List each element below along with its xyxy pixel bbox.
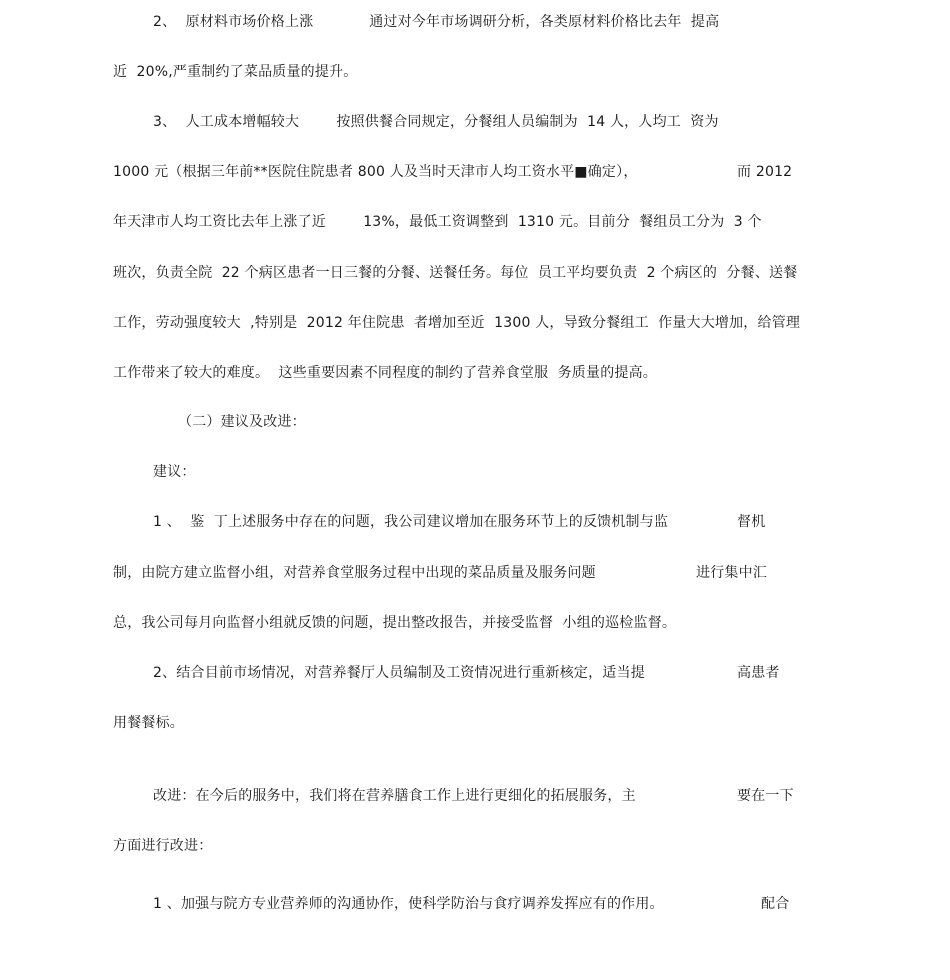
paragraph-line: 总，我公司每月向监督小组就反馈的问题，提出整改报告，并接受监督 小组的巡检监督。 xyxy=(113,615,677,631)
paragraph-line: 改进：在今后的服务中，我们将在营养膳食工作上进行更细化的拓展服务，主 xyxy=(153,788,636,804)
paragraph-line: 进行集中汇 xyxy=(696,565,767,581)
paragraph-line: 2、结合目前市场情况，对营养餐厅人员编制及工资情况进行重新核定，适当提 xyxy=(153,665,645,681)
paragraph-line: 配合 xyxy=(761,896,790,912)
paragraph-line: 高患者 xyxy=(737,665,780,681)
paragraph-line: 用餐餐标。 xyxy=(113,715,184,731)
paragraph-line: 工作带来了较大的难度。 这些重要因素不同程度的制约了营养食堂服 务质量的提高。 xyxy=(113,365,657,381)
section-heading: （二）建议及改进： xyxy=(178,414,306,430)
paragraph-line: 年天津市人均工资比去年上涨了近 13%，最低工资调整到 1310 元。目前分 餐组员工分为 3 个 xyxy=(113,214,762,230)
paragraph-line: 要在一下 xyxy=(737,788,794,804)
paragraph-line: 方面进行改进： xyxy=(113,838,213,854)
paragraph-line: 班次，负责全院 22 个病区患者一日三餐的分餐、送餐任务。每位 员工平均要负责 2 个病区的 分餐、送餐 xyxy=(113,265,798,281)
paragraph-line: 而 2012 xyxy=(737,164,793,180)
paragraph-line: 制，由院方建立监督小组，对营养食堂服务过程中出现的菜品质量及服务问题 xyxy=(113,565,596,581)
paragraph-line: 2、 原材料市场价格上涨 通过对今年市场调研分析，各类原材料价格比去年 提高 xyxy=(153,14,720,30)
paragraph-line: 近 20%,严重制约了菜品质量的提升。 xyxy=(113,64,358,80)
paragraph-line: 1 、加强与院方专业营养师的沟通协作，使科学防治与食疗调养发挥应有的作用。 xyxy=(153,896,664,912)
paragraph-line: 3、 人工成本增幅较大 按照供餐合同规定，分餐组人员编制为 14 人，人均工 资为 xyxy=(153,114,719,130)
sub-heading: 建议： xyxy=(153,464,196,480)
paragraph-line: 1000 元（根据三年前**医院住院患者 800 人及当时天津市人均工资水平■确定）， xyxy=(113,164,638,180)
paragraph-line: 1 、 鉴 丁上述服务中存在的问题，我公司建议增加在服务环节上的反馈机制与监 xyxy=(153,514,669,530)
paragraph-line: 督机 xyxy=(737,514,766,530)
paragraph-line: 工作，劳动强度较大 ,特别是 2012 年住院患 者增加至近 1300 人，导致分餐组工 作量大大增加，给管理 xyxy=(113,315,801,331)
